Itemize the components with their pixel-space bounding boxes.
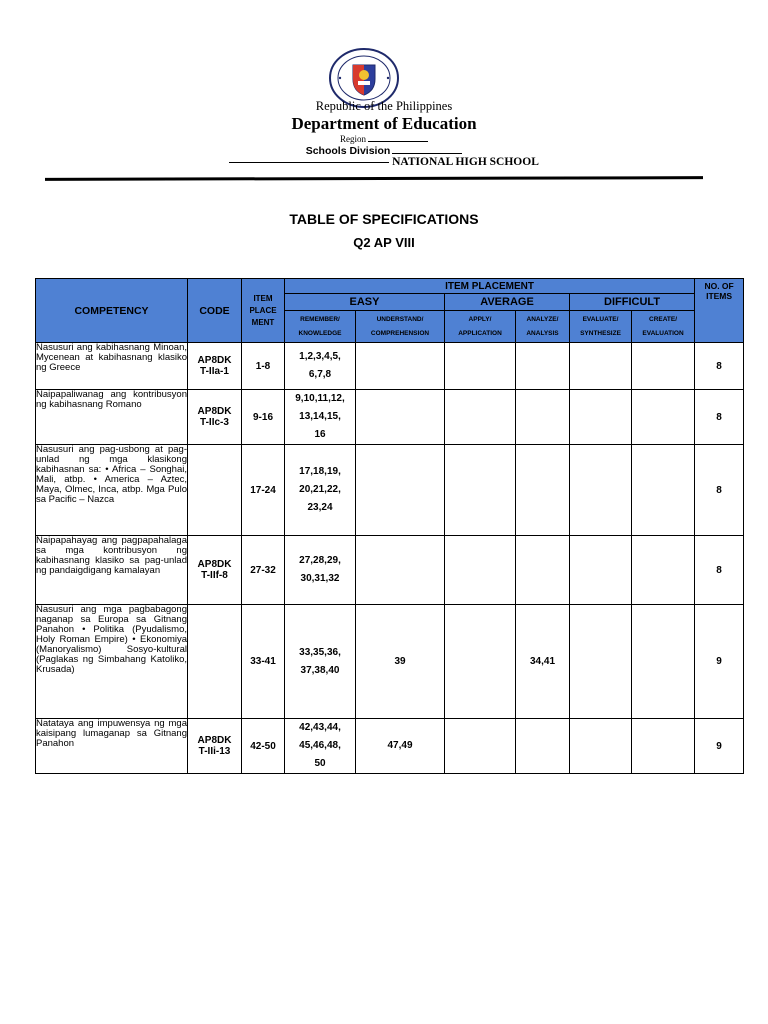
school-label: NATIONAL HIGH SCHOOL bbox=[392, 156, 539, 168]
code-cell bbox=[188, 445, 242, 536]
header-sub-line: KNOWLEDGE bbox=[298, 329, 342, 337]
competency-cell: Naipapahayag ang pagpapahalaga sa mga kontribusyon ng kabihasnang klasiko sa pag-unlad ng pandaigdigang kamalayan bbox=[36, 536, 188, 605]
header-sub-line: REMEMBER/ bbox=[300, 315, 340, 323]
level-cell bbox=[632, 343, 695, 390]
placement-cell: 17-24 bbox=[242, 445, 285, 536]
table-row bbox=[36, 605, 744, 719]
document-title: TABLE OF SPECIFICATIONS bbox=[289, 211, 479, 227]
no-of-items-cell: 8 bbox=[695, 536, 744, 605]
level-cell bbox=[356, 536, 445, 605]
item-numbers-line: 6,7,8 bbox=[308, 369, 332, 380]
no-of-items-cell: 8 bbox=[695, 445, 744, 536]
item-numbers-line: 27,28,29, bbox=[299, 555, 341, 566]
header-sub-line: SYNTHESIZE bbox=[580, 329, 621, 337]
no-of-items-cell: 8 bbox=[695, 343, 744, 390]
item-numbers-line: 13,14,15, bbox=[299, 411, 341, 422]
table-row bbox=[36, 719, 744, 774]
header-remember bbox=[285, 311, 356, 343]
header-item-line: MENT bbox=[251, 317, 275, 327]
level-cell bbox=[356, 605, 445, 719]
code-line: T-IIf-8 bbox=[201, 570, 228, 581]
level-cell bbox=[570, 390, 632, 445]
code-line: AP8DK bbox=[197, 559, 232, 570]
header-no-items-line: NO. OF bbox=[704, 281, 734, 291]
placement-cell: 42-50 bbox=[242, 719, 285, 774]
header-competency: COMPETENCY bbox=[36, 279, 188, 343]
header-item-line: ITEM bbox=[253, 293, 273, 303]
level-cell bbox=[516, 536, 570, 605]
level-cell bbox=[445, 445, 516, 536]
table-body bbox=[36, 343, 744, 774]
item-numbers-line: 39 bbox=[394, 655, 406, 667]
header-analyze bbox=[516, 311, 570, 343]
item-numbers-line: 20,21,22, bbox=[299, 484, 341, 495]
header-understand bbox=[356, 311, 445, 343]
item-numbers-line: 42,43,44, bbox=[299, 722, 341, 733]
no-of-items-cell: 9 bbox=[695, 719, 744, 774]
level-cell bbox=[445, 719, 516, 774]
level-cell bbox=[356, 343, 445, 390]
item-numbers-line: 47,49 bbox=[387, 740, 413, 751]
level-cell bbox=[356, 390, 445, 445]
level-cell bbox=[445, 536, 516, 605]
table-row bbox=[36, 343, 744, 390]
code-cell bbox=[188, 390, 242, 445]
level-cell bbox=[516, 605, 570, 719]
division-blank bbox=[392, 153, 462, 154]
header-apply bbox=[445, 311, 516, 343]
region-label: Region bbox=[340, 134, 366, 144]
item-numbers-line: 17,18,19, bbox=[299, 466, 341, 477]
code-line: T-IIa-1 bbox=[200, 366, 229, 377]
competency-cell: Nasusuri ang pag-usbong at pag- unlad ng mga klasikong kabihasnan sa: • Africa – Songhai, Mali, atbp. • America – Aztec, Maya, Olmec, Inca, atbp. Mga Pulo sa Pacific – Nazca bbox=[36, 445, 188, 536]
code-line: AP8DK bbox=[197, 355, 232, 366]
no-of-items-cell: 8 bbox=[695, 390, 744, 445]
level-cell bbox=[570, 719, 632, 774]
code-line: T-IIc-3 bbox=[200, 417, 229, 428]
header-easy: EASY bbox=[285, 294, 445, 311]
competency-cell: Natataya ang impuwensya ng mga kaisipang lumaganap sa Gitnang Panahon bbox=[36, 719, 188, 774]
header-difficult: DIFFICULT bbox=[570, 294, 695, 311]
level-cell bbox=[445, 343, 516, 390]
table-row bbox=[36, 445, 744, 536]
competency-cell: Nasusuri ang kabihasnang Minoan, Mycenean at kabihasnang klasiko ng Greece bbox=[36, 343, 188, 390]
document-subtitle: Q2 AP VIII bbox=[353, 235, 415, 250]
header-no-of-items bbox=[695, 279, 744, 343]
school-blank bbox=[229, 162, 389, 163]
header-sub-line: ANALYSIS bbox=[526, 329, 559, 337]
placement-cell: 1-8 bbox=[242, 343, 285, 390]
table-row bbox=[36, 536, 744, 605]
level-cell bbox=[632, 719, 695, 774]
code-cell bbox=[188, 719, 242, 774]
level-cell bbox=[570, 445, 632, 536]
item-numbers-line: 50 bbox=[314, 758, 326, 769]
region-blank bbox=[368, 141, 428, 142]
competency-cell: Naipapaliwanag ang kontribusyon ng kabihasnang Romano bbox=[36, 390, 188, 445]
code-line: AP8DK bbox=[197, 406, 232, 417]
header-item-placement-group: ITEM PLACEMENT bbox=[285, 279, 695, 294]
header-sub-line: EVALUATION bbox=[642, 329, 684, 337]
item-numbers-line: 9,10,11,12, bbox=[295, 393, 345, 404]
code-line: T-IIi-13 bbox=[198, 746, 231, 757]
level-cell bbox=[285, 536, 356, 605]
competency-cell: Nasusuri ang mga pagbabagong naganap sa Europa sa Gitnang Panahon • Politika (Pyudalismo, Holy Roman Empire) • Ekonomiya (Manoryalismo) Sosyo-kultural (Paglakas ng Simbahang Katoliko, Krusada) bbox=[36, 605, 188, 719]
code-cell bbox=[188, 605, 242, 719]
header-sub-line: APPLICATION bbox=[458, 329, 502, 337]
level-cell bbox=[570, 605, 632, 719]
item-numbers-line: 16 bbox=[314, 429, 326, 440]
level-cell bbox=[516, 390, 570, 445]
header-create bbox=[632, 311, 695, 343]
level-cell bbox=[632, 536, 695, 605]
placement-cell: 27-32 bbox=[242, 536, 285, 605]
school-line bbox=[0, 156, 768, 168]
level-cell bbox=[356, 719, 445, 774]
no-of-items-cell: 9 bbox=[695, 605, 744, 719]
header-no-items-line: ITEMS bbox=[706, 291, 733, 301]
level-cell bbox=[632, 390, 695, 445]
level-cell bbox=[516, 719, 570, 774]
header-sub-line: CREATE/ bbox=[649, 315, 678, 323]
code-line: AP8DK bbox=[197, 735, 232, 746]
level-cell bbox=[570, 343, 632, 390]
header-sub-line: COMPREHENSION bbox=[370, 329, 430, 337]
item-numbers-line: 30,31,32 bbox=[300, 573, 340, 584]
header-code: CODE bbox=[188, 279, 242, 343]
header-item-placement bbox=[242, 279, 285, 343]
item-numbers-line: 45,46,48, bbox=[299, 740, 341, 751]
level-cell bbox=[516, 445, 570, 536]
level-cell bbox=[445, 390, 516, 445]
level-cell bbox=[632, 605, 695, 719]
level-cell bbox=[285, 390, 356, 445]
header-item-line: PLACE bbox=[249, 305, 277, 315]
level-cell bbox=[356, 445, 445, 536]
level-cell bbox=[285, 343, 356, 390]
region-line bbox=[0, 134, 768, 144]
header-divider bbox=[45, 176, 703, 181]
level-cell bbox=[445, 605, 516, 719]
header-sub-line: APPLY/ bbox=[468, 315, 492, 323]
placement-cell: 33-41 bbox=[242, 605, 285, 719]
header-sub-line: EVALUATE/ bbox=[582, 315, 619, 323]
code-cell bbox=[188, 536, 242, 605]
level-cell bbox=[285, 719, 356, 774]
placement-cell: 9-16 bbox=[242, 390, 285, 445]
level-cell bbox=[632, 445, 695, 536]
republic-heading: Republic of the Philippines bbox=[315, 99, 453, 113]
department-heading: Department of Education bbox=[291, 114, 477, 133]
item-numbers-line: 33,35,36, bbox=[299, 646, 341, 658]
header-sub-line: ANALYZE/ bbox=[526, 315, 559, 323]
level-cell bbox=[285, 605, 356, 719]
division-label: Schools Division bbox=[305, 145, 391, 157]
header-evaluate bbox=[570, 311, 632, 343]
table-row bbox=[36, 390, 744, 445]
item-numbers-line: 34,41 bbox=[529, 655, 556, 667]
level-cell bbox=[570, 536, 632, 605]
header-average: AVERAGE bbox=[445, 294, 570, 311]
specifications-table bbox=[35, 278, 744, 774]
header-sub-line: UNDERSTAND/ bbox=[376, 315, 424, 323]
level-cell bbox=[516, 343, 570, 390]
item-numbers-line: 23,24 bbox=[307, 502, 333, 513]
item-numbers-line: 1,2,3,4,5, bbox=[299, 351, 341, 362]
item-numbers-line: 37,38,40 bbox=[300, 664, 340, 676]
level-cell bbox=[285, 445, 356, 536]
code-cell bbox=[188, 343, 242, 390]
